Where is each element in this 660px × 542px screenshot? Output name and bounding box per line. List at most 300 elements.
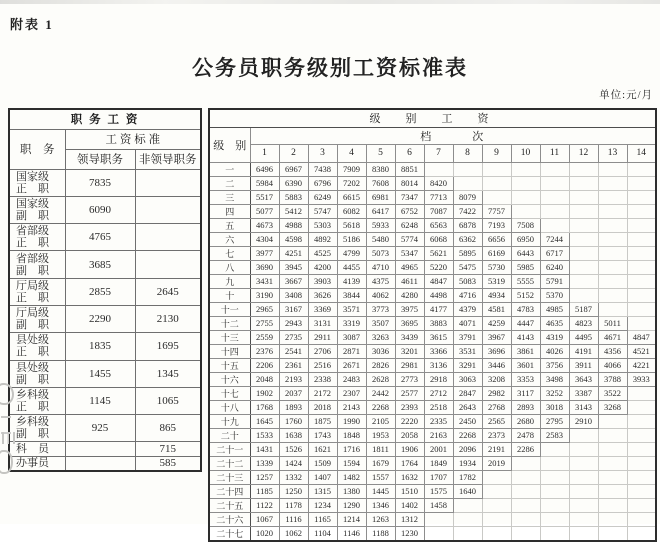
empty-cell bbox=[482, 190, 511, 204]
salary-cell: 5984 bbox=[250, 176, 279, 190]
empty-cell bbox=[569, 246, 598, 260]
salary-cell: 1339 bbox=[250, 456, 279, 470]
salary-cell: 5475 bbox=[453, 260, 482, 274]
salary-cell: 4062 bbox=[366, 288, 395, 302]
empty-cell bbox=[627, 428, 656, 442]
grade-row bbox=[209, 218, 656, 232]
grade-label: 二十七 bbox=[209, 526, 250, 541]
salary-cell: 1424 bbox=[279, 456, 308, 470]
salary-cell: 6878 bbox=[453, 218, 482, 232]
salary-cell: 6082 bbox=[337, 204, 366, 218]
tier-number: 7 bbox=[424, 144, 453, 162]
salary-cell: 1020 bbox=[250, 526, 279, 541]
salary-cell: 1594 bbox=[337, 456, 366, 470]
salary-cell: 6068 bbox=[424, 232, 453, 246]
salary-cell: 5370 bbox=[540, 288, 569, 302]
salary-cell: 1178 bbox=[279, 498, 308, 512]
empty-cell bbox=[598, 428, 627, 442]
col-header-standard: 工 资 标 准 bbox=[65, 129, 201, 149]
salary-cell: 2518 bbox=[424, 400, 453, 414]
grade-label: 四 bbox=[209, 204, 250, 218]
salary-cell: 2671 bbox=[337, 358, 366, 372]
position-table-title: 职 务 工 资 bbox=[9, 109, 201, 129]
grade-row bbox=[209, 484, 656, 498]
position-label: 省部级 正 职 bbox=[9, 224, 65, 251]
nonleader-salary-cell: 1695 bbox=[135, 333, 201, 360]
grade-row bbox=[209, 526, 656, 541]
salary-cell: 1645 bbox=[250, 414, 279, 428]
position-label: 省部级 副 职 bbox=[9, 251, 65, 278]
salary-cell: 4521 bbox=[627, 344, 656, 358]
col-header-grade: 级 别 bbox=[209, 127, 250, 162]
empty-cell bbox=[598, 526, 627, 541]
leader-salary-cell: 1835 bbox=[65, 333, 135, 360]
salary-cell: 2577 bbox=[395, 386, 424, 400]
nonleader-salary-cell: 715 bbox=[135, 442, 201, 456]
salary-cell: 4965 bbox=[395, 260, 424, 274]
position-row bbox=[9, 251, 201, 278]
position-row bbox=[9, 415, 201, 442]
salary-cell: 5220 bbox=[424, 260, 453, 274]
salary-cell: 4671 bbox=[598, 330, 627, 344]
grade-label: 二十五 bbox=[209, 498, 250, 512]
salary-cell: 1290 bbox=[337, 498, 366, 512]
salary-cell: 1509 bbox=[308, 456, 337, 470]
salary-cell: 1402 bbox=[395, 498, 424, 512]
position-salary-table bbox=[8, 108, 200, 472]
salary-cell: 6717 bbox=[540, 246, 569, 260]
salary-cell: 7202 bbox=[337, 176, 366, 190]
salary-cell: 3117 bbox=[511, 386, 540, 400]
salary-cell: 3696 bbox=[482, 344, 511, 358]
grade-label: 十六 bbox=[209, 372, 250, 386]
empty-cell bbox=[424, 526, 453, 541]
salary-cell: 7347 bbox=[395, 190, 424, 204]
position-row bbox=[9, 196, 201, 223]
position-row bbox=[9, 224, 201, 251]
salary-cell: 5083 bbox=[453, 274, 482, 288]
leader-salary-cell bbox=[65, 442, 135, 456]
salary-cell: 3498 bbox=[540, 372, 569, 386]
nonleader-salary-cell bbox=[135, 169, 201, 196]
salary-cell: 3208 bbox=[482, 372, 511, 386]
grade-label: 十四 bbox=[209, 344, 250, 358]
salary-cell: 4304 bbox=[250, 232, 279, 246]
empty-cell bbox=[627, 414, 656, 428]
salary-cell: 5621 bbox=[424, 246, 453, 260]
grade-label: 十 bbox=[209, 288, 250, 302]
nonleader-salary-cell: 1345 bbox=[135, 360, 201, 387]
nonleader-salary-cell: 2645 bbox=[135, 278, 201, 305]
empty-cell bbox=[569, 428, 598, 442]
salary-cell: 1902 bbox=[250, 386, 279, 400]
salary-cell: 7608 bbox=[366, 176, 395, 190]
empty-cell bbox=[598, 470, 627, 484]
salary-cell: 1431 bbox=[250, 442, 279, 456]
col-header-nonleader: 非领导职务 bbox=[135, 149, 201, 169]
empty-cell bbox=[569, 274, 598, 288]
salary-cell: 2361 bbox=[279, 358, 308, 372]
salary-cell: 5517 bbox=[250, 190, 279, 204]
salary-cell: 3431 bbox=[250, 274, 279, 288]
salary-cell: 5747 bbox=[308, 204, 337, 218]
salary-cell: 3667 bbox=[279, 274, 308, 288]
empty-cell bbox=[540, 190, 569, 204]
salary-cell: 2541 bbox=[279, 344, 308, 358]
salary-cell: 3791 bbox=[453, 330, 482, 344]
salary-cell: 4071 bbox=[453, 316, 482, 330]
grade-row bbox=[209, 344, 656, 358]
grade-row bbox=[209, 232, 656, 246]
salary-cell: 3601 bbox=[511, 358, 540, 372]
position-label: 县处级 正 职 bbox=[9, 333, 65, 360]
salary-cell: 4143 bbox=[511, 330, 540, 344]
empty-cell bbox=[627, 162, 656, 176]
salary-cell: 2910 bbox=[569, 414, 598, 428]
salary-cell: 6950 bbox=[511, 232, 540, 246]
empty-cell bbox=[511, 484, 540, 498]
salary-cell: 1782 bbox=[453, 470, 482, 484]
salary-cell: 1575 bbox=[424, 484, 453, 498]
empty-cell bbox=[598, 288, 627, 302]
empty-cell bbox=[598, 218, 627, 232]
empty-cell bbox=[569, 260, 598, 274]
empty-cell bbox=[627, 288, 656, 302]
empty-cell bbox=[627, 274, 656, 288]
salary-cell: 1188 bbox=[366, 526, 395, 541]
salary-cell: 3615 bbox=[424, 330, 453, 344]
grade-label: 十三 bbox=[209, 330, 250, 344]
grade-label: 二十一 bbox=[209, 442, 250, 456]
leader-salary-cell: 925 bbox=[65, 415, 135, 442]
empty-cell bbox=[627, 190, 656, 204]
salary-cell: 3695 bbox=[395, 316, 424, 330]
empty-cell bbox=[482, 470, 511, 484]
salary-cell: 2516 bbox=[308, 358, 337, 372]
empty-cell bbox=[569, 442, 598, 456]
empty-cell bbox=[482, 176, 511, 190]
salary-cell: 2911 bbox=[308, 330, 337, 344]
leader-salary-cell: 6090 bbox=[65, 196, 135, 223]
salary-cell: 1526 bbox=[279, 442, 308, 456]
salary-cell: 2847 bbox=[453, 386, 482, 400]
salary-cell: 8420 bbox=[424, 176, 453, 190]
empty-cell bbox=[569, 204, 598, 218]
salary-cell: 5774 bbox=[395, 232, 424, 246]
salary-cell: 6249 bbox=[308, 190, 337, 204]
salary-cell: 1533 bbox=[250, 428, 279, 442]
salary-cell: 2307 bbox=[337, 386, 366, 400]
empty-cell bbox=[453, 162, 482, 176]
nonleader-salary-cell: 1065 bbox=[135, 387, 201, 414]
position-label: 厅局级 正 职 bbox=[9, 278, 65, 305]
salary-cell: 2795 bbox=[540, 414, 569, 428]
salary-cell: 4799 bbox=[337, 246, 366, 260]
empty-cell bbox=[598, 456, 627, 470]
salary-cell: 2373 bbox=[482, 428, 511, 442]
position-row bbox=[9, 278, 201, 305]
salary-cell: 2565 bbox=[482, 414, 511, 428]
salary-cell: 2335 bbox=[424, 414, 453, 428]
grade-salary-table bbox=[208, 108, 655, 539]
empty-cell bbox=[627, 260, 656, 274]
salary-cell: 1934 bbox=[453, 456, 482, 470]
salary-cell: 4823 bbox=[569, 316, 598, 330]
leader-salary-cell: 1145 bbox=[65, 387, 135, 414]
salary-cell: 3690 bbox=[250, 260, 279, 274]
salary-cell: 4934 bbox=[482, 288, 511, 302]
empty-cell bbox=[598, 176, 627, 190]
salary-cell: 1764 bbox=[395, 456, 424, 470]
salary-cell: 1165 bbox=[308, 512, 337, 526]
position-row bbox=[9, 442, 201, 456]
salary-cell: 2105 bbox=[366, 414, 395, 428]
salary-cell: 2018 bbox=[308, 400, 337, 414]
position-row bbox=[9, 305, 201, 332]
nonleader-salary-cell bbox=[135, 196, 201, 223]
salary-cell: 4783 bbox=[511, 302, 540, 316]
salary-cell: 6981 bbox=[366, 190, 395, 204]
grade-label: 二十二 bbox=[209, 456, 250, 470]
salary-cell: 2826 bbox=[366, 358, 395, 372]
salary-cell: 6496 bbox=[250, 162, 279, 176]
empty-cell bbox=[627, 498, 656, 512]
salary-cell: 1104 bbox=[308, 526, 337, 541]
grade-label: 二十 bbox=[209, 428, 250, 442]
tier-number: 11 bbox=[540, 144, 569, 162]
salary-cell: 2918 bbox=[424, 372, 453, 386]
nonleader-salary-cell bbox=[135, 251, 201, 278]
salary-cell: 1346 bbox=[366, 498, 395, 512]
salary-cell: 7244 bbox=[540, 232, 569, 246]
salary-cell: 1214 bbox=[337, 512, 366, 526]
empty-cell bbox=[598, 232, 627, 246]
salary-cell: 1315 bbox=[308, 484, 337, 498]
empty-cell bbox=[598, 302, 627, 316]
salary-cell: 4356 bbox=[598, 344, 627, 358]
salary-cell: 1312 bbox=[395, 512, 424, 526]
position-row bbox=[9, 360, 201, 387]
salary-cell: 2220 bbox=[395, 414, 424, 428]
nonleader-salary-cell: 2130 bbox=[135, 305, 201, 332]
salary-cell: 3366 bbox=[424, 344, 453, 358]
salary-cell: 6240 bbox=[540, 260, 569, 274]
grade-row bbox=[209, 456, 656, 470]
salary-cell: 1407 bbox=[308, 470, 337, 484]
grade-label: 二十三 bbox=[209, 470, 250, 484]
salary-cell: 2965 bbox=[250, 302, 279, 316]
empty-cell bbox=[627, 316, 656, 330]
empty-cell bbox=[569, 498, 598, 512]
salary-cell: 3291 bbox=[453, 358, 482, 372]
tier-number: 6 bbox=[395, 144, 424, 162]
empty-cell bbox=[627, 246, 656, 260]
tier-number: 9 bbox=[482, 144, 511, 162]
empty-cell bbox=[482, 484, 511, 498]
leader-salary-cell: 1455 bbox=[65, 360, 135, 387]
empty-cell bbox=[482, 498, 511, 512]
grade-row bbox=[209, 246, 656, 260]
salary-cell: 5730 bbox=[482, 260, 511, 274]
salary-cell: 2706 bbox=[308, 344, 337, 358]
page-title: 公务员职务级别工资标准表 bbox=[192, 56, 468, 80]
salary-cell: 3369 bbox=[308, 302, 337, 316]
salary-cell: 4375 bbox=[366, 274, 395, 288]
empty-cell bbox=[598, 414, 627, 428]
salary-cell: 1250 bbox=[279, 484, 308, 498]
empty-cell bbox=[540, 484, 569, 498]
grade-label: 六 bbox=[209, 232, 250, 246]
tier-number: 12 bbox=[569, 144, 598, 162]
empty-cell bbox=[569, 484, 598, 498]
grade-row bbox=[209, 330, 656, 344]
grade-label: 十七 bbox=[209, 386, 250, 400]
salary-cell: 2583 bbox=[540, 428, 569, 442]
salary-cell: 3911 bbox=[569, 358, 598, 372]
empty-cell bbox=[511, 204, 540, 218]
salary-cell: 8380 bbox=[366, 162, 395, 176]
salary-cell: 4280 bbox=[395, 288, 424, 302]
empty-cell bbox=[627, 400, 656, 414]
salary-cell: 3353 bbox=[511, 372, 540, 386]
empty-cell bbox=[540, 498, 569, 512]
empty-cell bbox=[453, 498, 482, 512]
position-row bbox=[9, 387, 201, 414]
position-label: 国家级 正 职 bbox=[9, 169, 65, 196]
salary-cell: 5303 bbox=[308, 218, 337, 232]
salary-cell: 3883 bbox=[424, 316, 453, 330]
salary-cell: 7909 bbox=[337, 162, 366, 176]
salary-cell: 2442 bbox=[366, 386, 395, 400]
col-header-leader: 领导职务 bbox=[65, 149, 135, 169]
salary-cell: 4525 bbox=[308, 246, 337, 260]
salary-cell: 3439 bbox=[395, 330, 424, 344]
empty-cell bbox=[627, 442, 656, 456]
grade-row bbox=[209, 190, 656, 204]
salary-cell: 3201 bbox=[395, 344, 424, 358]
salary-cell: 1953 bbox=[366, 428, 395, 442]
salary-cell: 4847 bbox=[424, 274, 453, 288]
grade-label: 二十六 bbox=[209, 512, 250, 526]
empty-cell bbox=[540, 218, 569, 232]
empty-cell bbox=[540, 470, 569, 484]
empty-cell bbox=[511, 176, 540, 190]
empty-cell bbox=[627, 176, 656, 190]
salary-cell: 6443 bbox=[511, 246, 540, 260]
salary-cell: 1743 bbox=[308, 428, 337, 442]
empty-cell bbox=[569, 470, 598, 484]
empty-cell bbox=[569, 526, 598, 541]
grade-label: 三 bbox=[209, 190, 250, 204]
salary-cell: 1760 bbox=[279, 414, 308, 428]
empty-cell bbox=[511, 190, 540, 204]
grade-row bbox=[209, 386, 656, 400]
grade-row bbox=[209, 316, 656, 330]
empty-cell bbox=[511, 470, 540, 484]
salary-cell: 1632 bbox=[395, 470, 424, 484]
col-header-tier: 档 次 bbox=[250, 127, 656, 144]
salary-cell: 4221 bbox=[627, 358, 656, 372]
empty-cell bbox=[569, 190, 598, 204]
salary-cell: 6752 bbox=[395, 204, 424, 218]
empty-cell bbox=[627, 456, 656, 470]
grade-label: 二十四 bbox=[209, 484, 250, 498]
salary-cell: 3252 bbox=[540, 386, 569, 400]
salary-cell: 5186 bbox=[337, 232, 366, 246]
empty-cell bbox=[511, 498, 540, 512]
salary-cell: 6169 bbox=[482, 246, 511, 260]
salary-cell: 3263 bbox=[366, 330, 395, 344]
salary-cell: 5073 bbox=[366, 246, 395, 260]
grade-row bbox=[209, 260, 656, 274]
grade-row bbox=[209, 414, 656, 428]
salary-cell: 2712 bbox=[424, 386, 453, 400]
salary-cell: 7422 bbox=[453, 204, 482, 218]
empty-cell bbox=[453, 176, 482, 190]
salary-cell: 4495 bbox=[569, 330, 598, 344]
salary-cell: 4139 bbox=[337, 274, 366, 288]
salary-cell: 5319 bbox=[482, 274, 511, 288]
salary-cell: 1716 bbox=[337, 442, 366, 456]
salary-cell: 2893 bbox=[511, 400, 540, 414]
salary-cell: 4026 bbox=[540, 344, 569, 358]
salary-cell: 1849 bbox=[424, 456, 453, 470]
position-row bbox=[9, 456, 201, 471]
grade-row bbox=[209, 358, 656, 372]
empty-cell bbox=[627, 484, 656, 498]
leader-salary-cell: 2855 bbox=[65, 278, 135, 305]
empty-cell bbox=[627, 232, 656, 246]
salary-cell: 2019 bbox=[482, 456, 511, 470]
salary-cell: 2206 bbox=[250, 358, 279, 372]
salary-cell: 2268 bbox=[366, 400, 395, 414]
salary-cell: 2191 bbox=[482, 442, 511, 456]
salary-cell: 1122 bbox=[250, 498, 279, 512]
leader-salary-cell bbox=[65, 456, 135, 471]
salary-cell: 1510 bbox=[395, 484, 424, 498]
empty-cell bbox=[540, 162, 569, 176]
empty-cell bbox=[598, 484, 627, 498]
salary-cell: 3975 bbox=[395, 302, 424, 316]
grade-row bbox=[209, 372, 656, 386]
salary-cell: 2735 bbox=[279, 330, 308, 344]
salary-cell: 7508 bbox=[511, 218, 540, 232]
empty-cell bbox=[511, 456, 540, 470]
salary-cell: 2680 bbox=[511, 414, 540, 428]
salary-cell: 2559 bbox=[250, 330, 279, 344]
grade-row bbox=[209, 288, 656, 302]
empty-cell bbox=[598, 246, 627, 260]
grade-label: 八 bbox=[209, 260, 250, 274]
salary-cell: 1906 bbox=[395, 442, 424, 456]
salary-cell: 3131 bbox=[308, 316, 337, 330]
salary-cell: 2376 bbox=[250, 344, 279, 358]
salary-cell: 2037 bbox=[279, 386, 308, 400]
nonleader-salary-cell: 585 bbox=[135, 456, 201, 471]
salary-cell: 4379 bbox=[453, 302, 482, 316]
salary-cell: 5791 bbox=[540, 274, 569, 288]
grade-row bbox=[209, 302, 656, 316]
salary-cell: 3408 bbox=[279, 288, 308, 302]
salary-cell: 8851 bbox=[395, 162, 424, 176]
salary-cell: 1893 bbox=[279, 400, 308, 414]
empty-cell bbox=[598, 260, 627, 274]
salary-cell: 1263 bbox=[366, 512, 395, 526]
empty-cell bbox=[569, 232, 598, 246]
salary-cell: 1380 bbox=[337, 484, 366, 498]
salary-cell: 2058 bbox=[395, 428, 424, 442]
salary-cell: 3087 bbox=[337, 330, 366, 344]
